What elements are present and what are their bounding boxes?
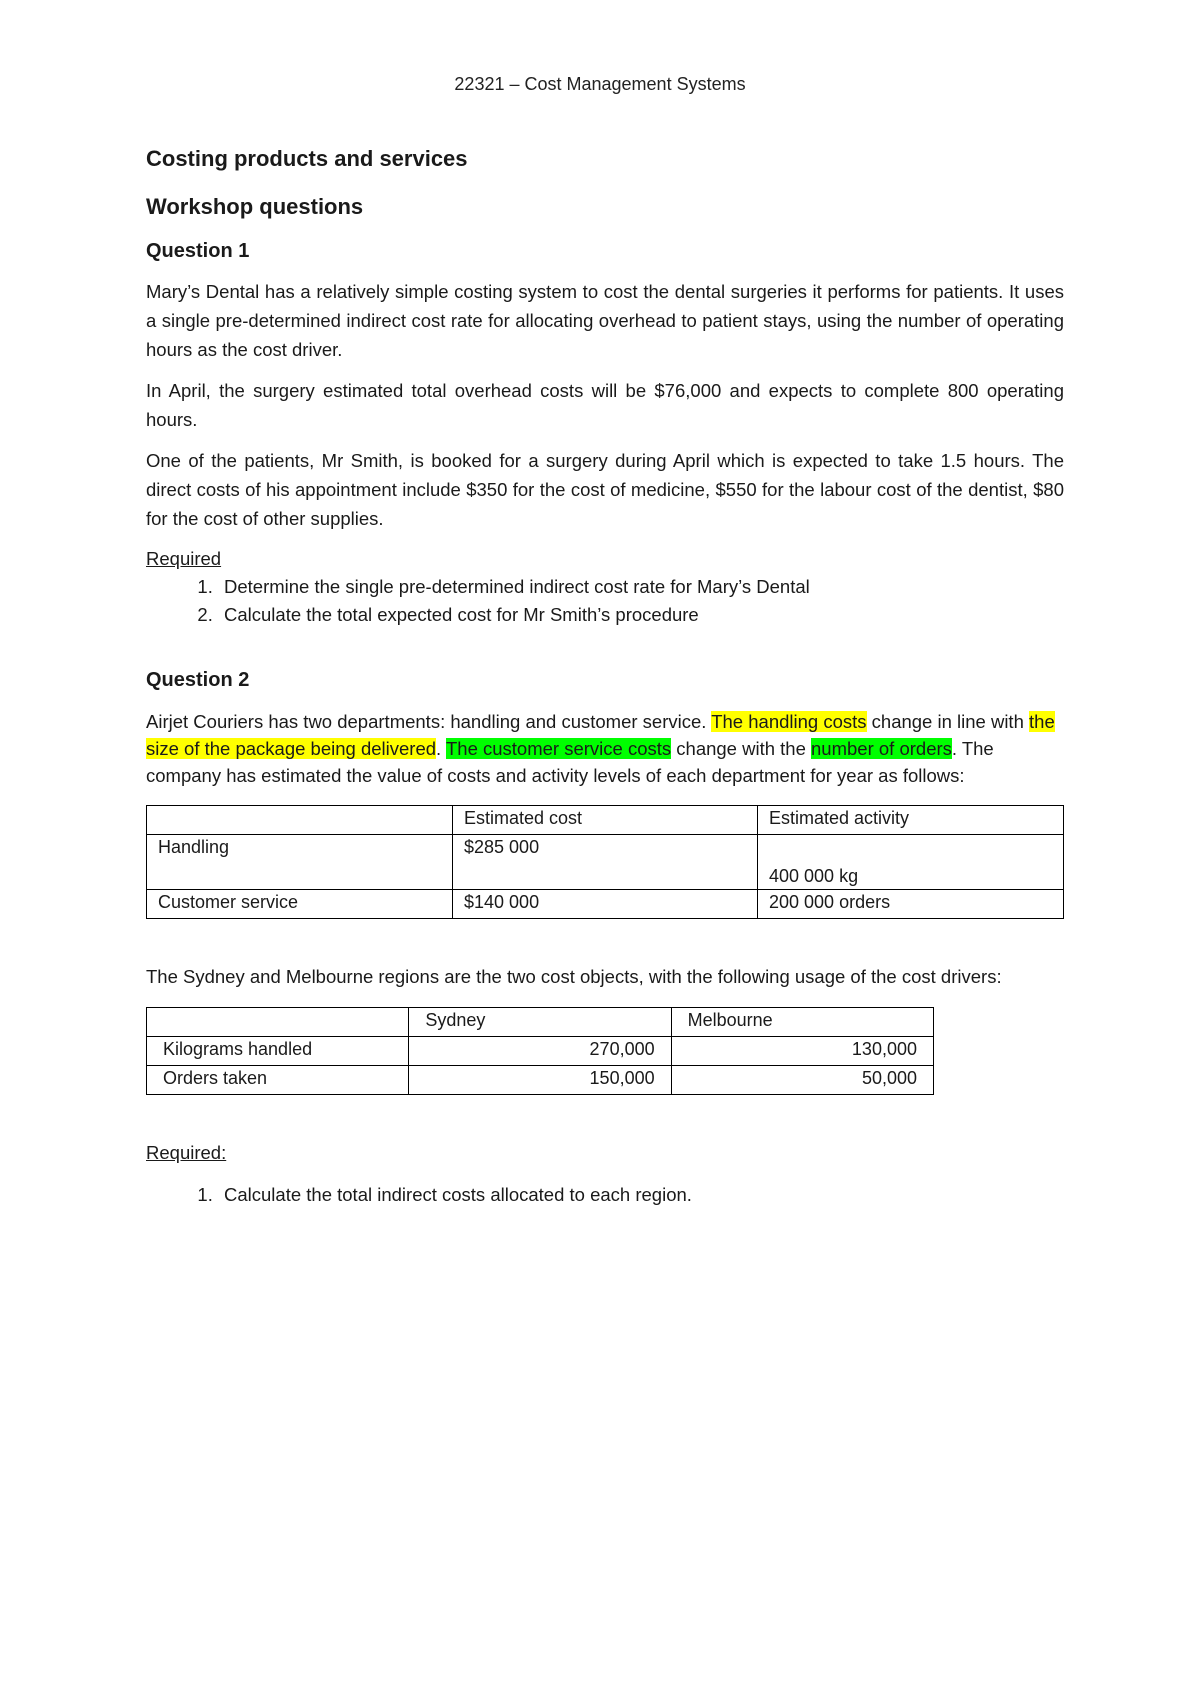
- q1-paragraph-1: Mary’s Dental has a relatively simple costing system to cost the dental surgeries it performs for patients. It uses a single pre-determined indirect cost rate for allocating overhead to patient stays, using the number of operating hours as the cost driver.: [146, 281, 1064, 360]
- table-row: [147, 890, 1064, 919]
- q2-required-label: Required:: [146, 1142, 227, 1163]
- q1-required-list: [146, 573, 1064, 629]
- q2-paragraph-1: [146, 708, 1064, 789]
- q1-paragraph-2: In April, the surgery estimated total overhead costs will be $76,000 and expects to complete 800 operating hours.: [146, 380, 1064, 430]
- table-row: [147, 1037, 934, 1066]
- q2-required-item-1: 1. Calculate the total indirect costs allocated to each region.: [218, 1181, 1064, 1209]
- table-row: [147, 1066, 934, 1095]
- table-cell: Kilograms handled: [147, 1037, 409, 1066]
- q2-p1-text-5: . The company has estimated the value of costs and activity levels of each department for year as follows:: [146, 738, 994, 786]
- doc-subtitle: Workshop questions: [146, 194, 364, 219]
- q2-p1-text-4: change with the: [671, 738, 812, 759]
- regions-usage-table: [146, 1007, 934, 1095]
- table-cell: Customer service: [147, 890, 453, 919]
- table-header-cell: Sydney: [409, 1008, 671, 1037]
- q2-paragraph-2: The Sydney and Melbourne regions are the two cost objects, with the following usage of the cost drivers:: [146, 966, 1002, 987]
- table-row: [147, 835, 1064, 890]
- table-cell: 270,000: [409, 1037, 671, 1066]
- q1-paragraph-3: One of the patients, Mr Smith, is booked for a surgery during April which is expected to take 1.5 hours. The direct costs of his appointment include $350 for the cost of medicine, $550 for the labour cost of the dentist, $80 for the cost of other supplies.: [146, 450, 1064, 529]
- q1-required-label: Required: [146, 548, 222, 569]
- table-cell: $140 000: [453, 890, 758, 919]
- table-cell: $285 000: [453, 835, 758, 890]
- table-cell: Handling: [147, 835, 453, 890]
- table-cell: 130,000: [671, 1037, 933, 1066]
- highlight-handling-costs: The handling costs: [711, 711, 867, 732]
- table-cell: Orders taken: [147, 1066, 409, 1095]
- q2-p1-text-1: Airjet Couriers has two departments: handling and customer service.: [146, 711, 712, 732]
- table-header-row: [147, 1008, 934, 1037]
- doc-title: Costing products and services: [146, 146, 468, 171]
- question-2-heading: Question 2: [146, 669, 250, 691]
- table-cell: 150,000: [409, 1066, 671, 1095]
- highlight-number-of-orders: number of orders: [811, 738, 952, 759]
- table-header-cell: [147, 1008, 409, 1037]
- q2-p1-text-2: change in line with: [866, 711, 1030, 732]
- question-1-heading: Question 1: [146, 240, 250, 262]
- q2-p1-text-3: .: [436, 738, 446, 759]
- table-header-row: [147, 806, 1064, 835]
- highlight-package-size: the size of the package being delivered: [146, 711, 1055, 759]
- table-cell: 200 000 orders: [758, 890, 1064, 919]
- table-header-cell: Melbourne: [671, 1008, 933, 1037]
- q2-required-list: [146, 1181, 1064, 1209]
- q1-required-item-2: 2. Calculate the total expected cost for Mr Smith’s procedure: [218, 601, 1064, 629]
- table-header-cell: Estimated cost: [453, 806, 758, 835]
- departments-cost-table: [146, 805, 1064, 919]
- table-cell: 50,000: [671, 1066, 933, 1095]
- question-1: [146, 240, 1064, 629]
- question-2: [146, 669, 1064, 1209]
- document-body: [146, 146, 1064, 1209]
- q1-required-item-1: 1. Determine the single pre-determined indirect cost rate for Mary’s Dental: [218, 573, 1064, 601]
- page-header: 22321 – Cost Management Systems: [454, 74, 746, 94]
- table-header-cell: [147, 806, 453, 835]
- highlight-customer-service-costs: The customer service costs: [445, 738, 672, 759]
- table-cell: 400 000 kg: [758, 835, 1064, 890]
- table-header-cell: Estimated activity: [758, 806, 1064, 835]
